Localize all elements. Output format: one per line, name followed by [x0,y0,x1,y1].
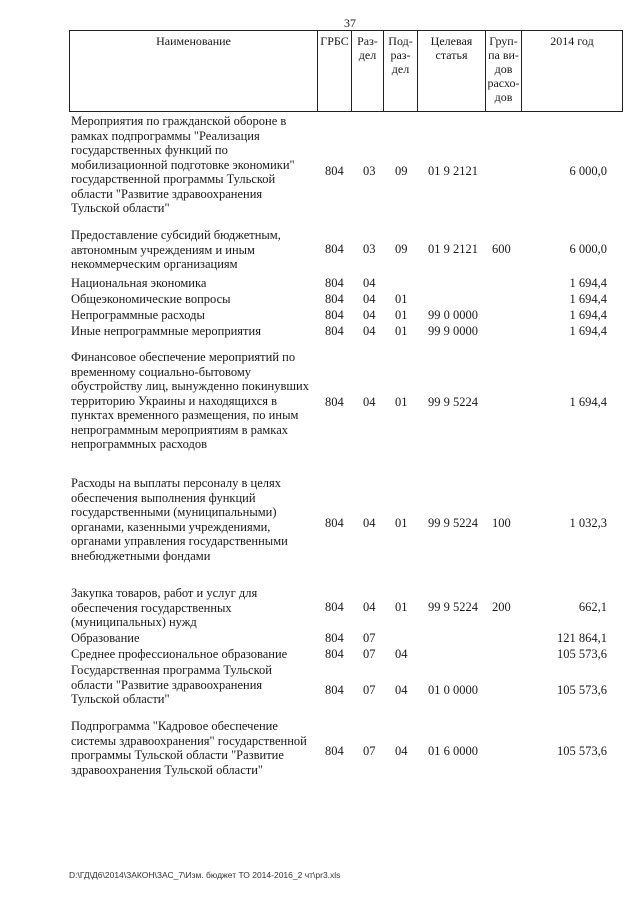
header-celevaya: Целевая статья [430,34,473,62]
row-name: Среднее профессиональное образование [71,647,288,661]
row-grbs: 804 [325,276,344,290]
row-sum: 1 694,4 [569,292,607,306]
row-podrazdel: 04 [395,744,408,758]
row-podrazdel: 01 [395,292,408,306]
row-podrazdel: 04 [395,683,408,697]
row-grbs: 804 [325,647,344,661]
row-razdel: 07 [363,647,376,661]
row-razdel: 04 [363,292,376,306]
row-razdel: 04 [363,516,376,530]
header-grbs-cell [317,30,351,112]
row-grbs: 804 [325,164,344,178]
row-sum: 662,1 [578,600,607,614]
row-celevaya: 99 9 5224 [428,395,478,409]
row-celevaya: 99 9 5224 [428,600,478,614]
row-name: Расходы на выплаты персоналу в целях обеспечения выполнения функций государственными (муниципальными) органами, казенными учреждениями, органами управления государственными внебюджетными фондами [71,476,288,563]
row-podrazdel: 09 [395,164,408,178]
row-sum: 1 694,4 [569,324,607,338]
header-podrazdel-cell [383,30,417,112]
row-podrazdel: 01 [395,516,408,530]
row-razdel: 07 [363,744,376,758]
row-celevaya: 99 0 0000 [428,308,478,322]
row-podrazdel: 01 [395,324,408,338]
row-gruppa: 100 [492,516,511,530]
row-razdel: 04 [363,600,376,614]
row-razdel: 07 [363,683,376,697]
row-gruppa: 200 [492,600,511,614]
row-name: Общеэкономические вопросы [71,292,231,306]
row-celevaya: 01 9 2121 [428,242,478,256]
row-razdel: 04 [363,276,376,290]
header-name-cell [69,30,317,112]
row-sum: 1 032,3 [569,516,607,530]
row-podrazdel: 01 [395,308,408,322]
row-razdel: 03 [363,242,376,256]
row-name: Предоставление субсидий бюджетным, автономным учреждениям и иным некоммерческим организациям [71,228,281,271]
row-grbs: 804 [325,395,344,409]
row-razdel: 04 [363,324,376,338]
row-grbs: 804 [325,292,344,306]
header-year-cell [521,30,623,112]
header-celevaya-cell [417,30,485,112]
row-razdel: 04 [363,395,376,409]
row-sum: 6 000,0 [569,164,607,178]
row-grbs: 804 [325,744,344,758]
row-name: Мероприятия по гражданской обороне в рамках подпрограммы "Реализация государственных функций по мобилизационной подготовке экономики" государственной программы Тульской области "Развитие здравоохранения Тульской области" [71,114,295,215]
row-name: Подпрограмма "Кадровое обеспечение системы здравоохранения" государственной программы Тульской области "Развитие здравоохранения Тульской области" [71,719,307,777]
row-grbs: 804 [325,324,344,338]
row-celevaya: 99 9 5224 [428,516,478,530]
row-sum: 105 573,6 [557,683,607,697]
row-sum: 1 694,4 [569,276,607,290]
header-podrazdel: Под- раз- дел [388,34,413,76]
row-razdel: 04 [363,308,376,322]
table-header [69,30,623,112]
row-sum: 105 573,6 [557,744,607,758]
file-path-footer: D:\ГД\Д6\2014\ЗАКОН\ЗАС_7\Изм. бюджет ТО 2014-2016_2 чт\pr3.xls [69,870,341,880]
row-grbs: 804 [325,308,344,322]
row-name: Национальная экономика [71,276,207,290]
row-name: Иные непрограммные мероприятия [71,324,261,338]
row-razdel: 03 [363,164,376,178]
row-razdel: 07 [363,631,376,645]
header-gruppa-cell [485,30,521,112]
header-razdel-cell [351,30,383,112]
row-name: Государственная программа Тульской области "Развитие здравоохранения Тульской области" [71,663,272,706]
row-podrazdel: 01 [395,395,408,409]
row-name: Образование [71,631,140,645]
row-sum: 1 694,4 [569,395,607,409]
row-celevaya: 01 0 0000 [428,683,478,697]
row-gruppa: 600 [492,242,511,256]
header-name: Наименование [156,34,231,48]
row-podrazdel: 09 [395,242,408,256]
row-sum: 1 694,4 [569,308,607,322]
row-podrazdel: 01 [395,600,408,614]
row-grbs: 804 [325,242,344,256]
header-grbs: ГРБС [320,34,349,48]
row-name: Финансовое обеспечение мероприятий по временному социально-бытовому обустройству лиц, вынужденно покинувших территорию Украины и находящихся в пунктах временного размещения, по иным непрограммным мероприятиям в рамках непрограммных расходов [71,350,309,451]
row-grbs: 804 [325,600,344,614]
page-number: 37 [344,16,356,30]
row-sum: 121 864,1 [557,631,607,645]
row-grbs: 804 [325,683,344,697]
row-celevaya: 99 9 0000 [428,324,478,338]
row-grbs: 804 [325,631,344,645]
row-sum: 105 573,6 [557,647,607,661]
row-podrazdel: 04 [395,647,408,661]
row-sum: 6 000,0 [569,242,607,256]
row-name: Закупка товаров, работ и услуг для обеспечения государственных (муниципальных) нужд [71,586,258,629]
row-celevaya: 01 9 2121 [428,164,478,178]
header-gruppa: Груп- па ви- дов расхо- дов [487,34,520,104]
row-name: Непрограммные расходы [71,308,205,322]
row-celevaya: 01 6 0000 [428,744,478,758]
header-year: 2014 год [550,34,594,48]
header-razdel: Раз- дел [357,34,378,62]
row-grbs: 804 [325,516,344,530]
